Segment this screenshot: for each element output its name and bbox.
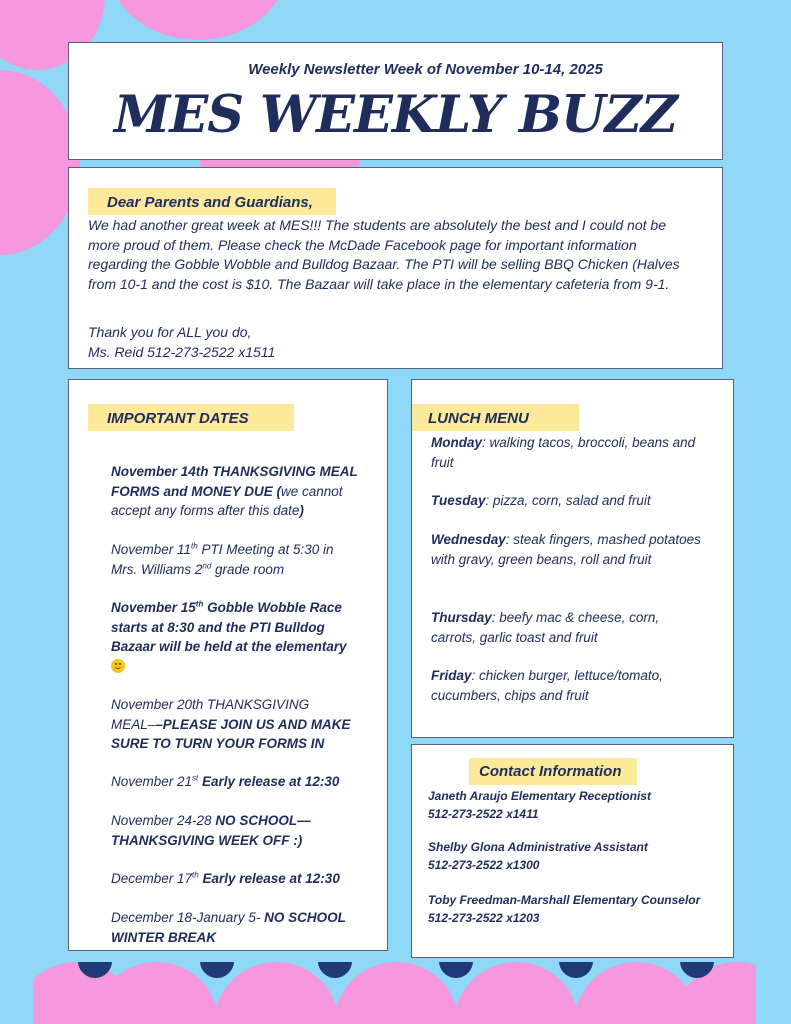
contact-person: Janeth Araujo Elementary Receptionist 512-273-2522 x1411 xyxy=(428,789,651,821)
contact-person: Toby Freedman-Marshall Elementary Counselor 512-273-2522 x1203 xyxy=(428,893,701,925)
newsletter-title: MES WEEKLY BUZZ xyxy=(113,85,678,145)
bottom-decor-band xyxy=(34,962,756,1024)
lunch-item-tuesday: Tuesday: pizza, corn, salad and fruit xyxy=(431,493,651,508)
contact-info-box xyxy=(411,744,734,958)
date-item: November 15th Gobble Wobble Race starts at 8:30 and the PTI Bulldog Bazaar will be held at the elementary xyxy=(111,598,361,676)
decor-circle xyxy=(108,0,288,40)
letter-thanks: Thank you for ALL you do, xyxy=(88,324,252,340)
lunch-menu-box xyxy=(411,379,734,738)
date-item: November 14th THANKSGIVING MEAL FORMS and MONEY DUE (we cannot accept any forms after this date) xyxy=(111,464,358,518)
important-dates-box xyxy=(68,379,388,951)
date-item: November 21st Early release at 12:30 xyxy=(111,773,340,789)
newsletter-subtitle: Weekly Newsletter Week of November 10-14, 2025 xyxy=(248,61,603,78)
date-item: December 18-January 5- NO SCHOOL WINTER BREAK xyxy=(111,910,346,945)
smiley-face-icon xyxy=(111,659,125,673)
date-item: November 24-28 NO SCHOOL—THANKSGIVING WEEK OFF :) xyxy=(111,813,311,848)
date-item: December 17th Early release at 12:30 xyxy=(111,870,340,886)
lunch-item-thursday: Thursday: beefy mac & cheese, corn, carrots, garlic toast and fruit xyxy=(431,610,660,645)
lunch-item-friday: Friday: chicken burger, lettuce/tomato, cucumbers, chips and fruit xyxy=(431,668,663,703)
dates-heading: IMPORTANT DATES xyxy=(107,410,249,427)
lunch-item-monday: Monday: walking tacos, broccoli, beans and fruit xyxy=(431,435,696,470)
greeting: Dear Parents and Guardians, xyxy=(107,194,313,211)
contact-heading: Contact Information xyxy=(479,763,622,780)
letter-signature: Ms. Reid 512-273-2522 x1511 xyxy=(88,344,276,360)
letter-body: We had another great week at MES!!! The students are absolutely the best and I could not be more proud of them. Please check the McDade Facebook page for important information regarding the Gobble Wobble and Bulldog Bazaar. The PTI will be selling BBQ Chicken (Halves from 10-1 and the cost is $10. The Bazaar will take place in the elementary cafeteria from 9-1. xyxy=(88,217,680,292)
lunch-heading: LUNCH MENU xyxy=(428,410,529,427)
letter-box xyxy=(68,167,723,369)
header-box xyxy=(68,42,723,160)
date-item: November 20th THANKSGIVING MEAL––PLEASE JOIN US AND MAKE SURE TO TURN YOUR FORMS IN xyxy=(111,697,351,751)
date-item: November 11th PTI Meeting at 5:30 in Mrs. Williams 2nd grade room xyxy=(111,541,334,577)
lunch-item-wednesday: Wednesday: steak fingers, mashed potatoes with gravy, green beans, roll and fruit xyxy=(431,532,701,567)
contact-person: Shelby Glona Administrative Assistant 512-273-2522 x1300 xyxy=(428,840,648,872)
